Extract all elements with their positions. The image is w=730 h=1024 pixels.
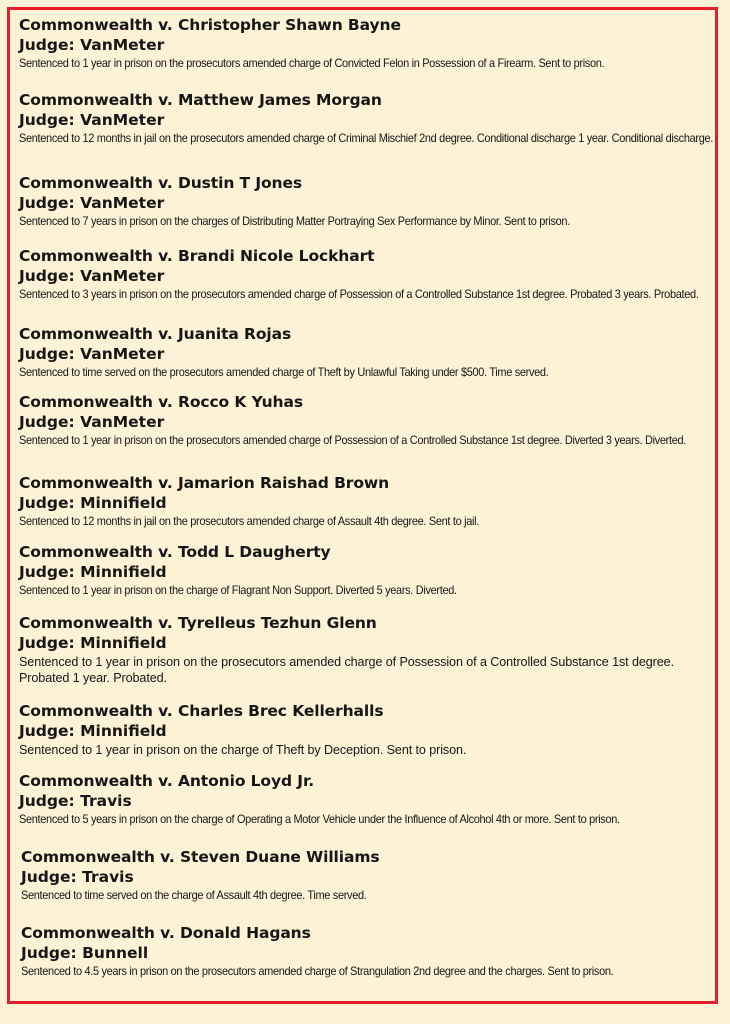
case-title: Commonwealth v. Matthew James Morgan [19, 91, 382, 109]
case-sentence: Sentenced to 5 years in prison on the charge of Operating a Motor Vehicle under the Influence of Alcohol 4th or more. Sent to prison. [19, 812, 620, 826]
case-sentence: Sentenced to 3 years in prison on the prosecutors amended charge of Possession of a Controlled Substance 1st degree. Probated 3 years. Probated. [19, 287, 699, 301]
case-judge: Judge: Minnifield [19, 634, 167, 652]
case-entry [19, 15, 719, 72]
case-sentence: Sentenced to time served on the charge of Assault 4th degree. Time served. [21, 888, 367, 902]
case-judge: Judge: VanMeter [19, 194, 165, 212]
case-list-frame [7, 7, 718, 1004]
case-title: Commonwealth v. Brandi Nicole Lockhart [19, 247, 375, 265]
case-sentence: Sentenced to 1 year in prison on the prosecutors amended charge of Possession of a Controlled Substance 1st degree. Probated 1 year. Probated. [19, 655, 674, 685]
case-judge: Judge: VanMeter [19, 413, 165, 431]
case-title: Commonwealth v. Tyrelleus Tezhun Glenn [19, 614, 377, 632]
case-entry [19, 324, 719, 381]
case-judge: Judge: Minnifield [19, 494, 167, 512]
case-judge: Judge: VanMeter [19, 111, 165, 129]
case-entry [19, 473, 719, 530]
case-title: Commonwealth v. Steven Duane Williams [21, 848, 380, 866]
case-entry [21, 847, 721, 904]
case-entry [19, 246, 719, 303]
case-judge: Judge: Travis [19, 792, 132, 810]
case-title: Commonwealth v. Jamarion Raishad Brown [19, 474, 390, 492]
case-entry [19, 392, 719, 449]
case-judge: Judge: VanMeter [19, 36, 165, 54]
case-sentence: Sentenced to 1 year in prison on the prosecutors amended charge of Possession of a Controlled Substance 1st degree. Diverted 3 years. Diverted. [19, 433, 686, 447]
case-sentence: Sentenced to 12 months in jail on the prosecutors amended charge of Assault 4th degree. Sent to jail. [19, 514, 479, 528]
case-sentence: Sentenced to 12 months in jail on the prosecutors amended charge of Criminal Mischief 2nd degree. Conditional discharge 1 year. Conditional discharge. [19, 131, 713, 145]
case-judge: Judge: Minnifield [19, 563, 167, 581]
case-sentence: Sentenced to 1 year in prison on the prosecutors amended charge of Convicted Felon in Possession of a Firearm. Sent to prison. [19, 56, 605, 70]
case-entry [21, 923, 721, 980]
case-entry [19, 173, 719, 230]
case-title: Commonwealth v. Antonio Loyd Jr. [19, 772, 315, 790]
case-entry [19, 613, 719, 686]
case-entry [19, 542, 719, 599]
case-sentence: Sentenced to time served on the prosecutors amended charge of Theft by Unlawful Taking under $500. Time served. [19, 365, 549, 379]
case-title: Commonwealth v. Donald Hagans [21, 924, 311, 942]
case-entry [19, 771, 719, 828]
case-sentence: Sentenced to 1 year in prison on the charge of Theft by Deception. Sent to prison. [19, 743, 467, 757]
case-judge: Judge: Travis [21, 868, 134, 886]
case-title: Commonwealth v. Christopher Shawn Bayne [19, 16, 401, 34]
case-title: Commonwealth v. Dustin T Jones [19, 174, 303, 192]
case-title: Commonwealth v. Rocco K Yuhas [19, 393, 303, 411]
case-sentence: Sentenced to 7 years in prison on the charges of Distributing Matter Portraying Sex Performance by Minor. Sent to prison. [19, 214, 570, 228]
case-title: Commonwealth v. Charles Brec Kellerhalls [19, 702, 384, 720]
case-title: Commonwealth v. Todd L Daugherty [19, 543, 331, 561]
case-judge: Judge: Minnifield [19, 722, 167, 740]
case-title: Commonwealth v. Juanita Rojas [19, 325, 292, 343]
case-entry [19, 90, 719, 147]
case-judge: Judge: VanMeter [19, 267, 165, 285]
case-judge: Judge: VanMeter [19, 345, 165, 363]
case-sentence: Sentenced to 1 year in prison on the charge of Flagrant Non Support. Diverted 5 years. Diverted. [19, 583, 457, 597]
case-entry [19, 701, 719, 758]
case-sentence: Sentenced to 4.5 years in prison on the prosecutors amended charge of Strangulation 2nd degree and the charges. Sent to prison. [21, 964, 614, 978]
case-judge: Judge: Bunnell [21, 944, 149, 962]
